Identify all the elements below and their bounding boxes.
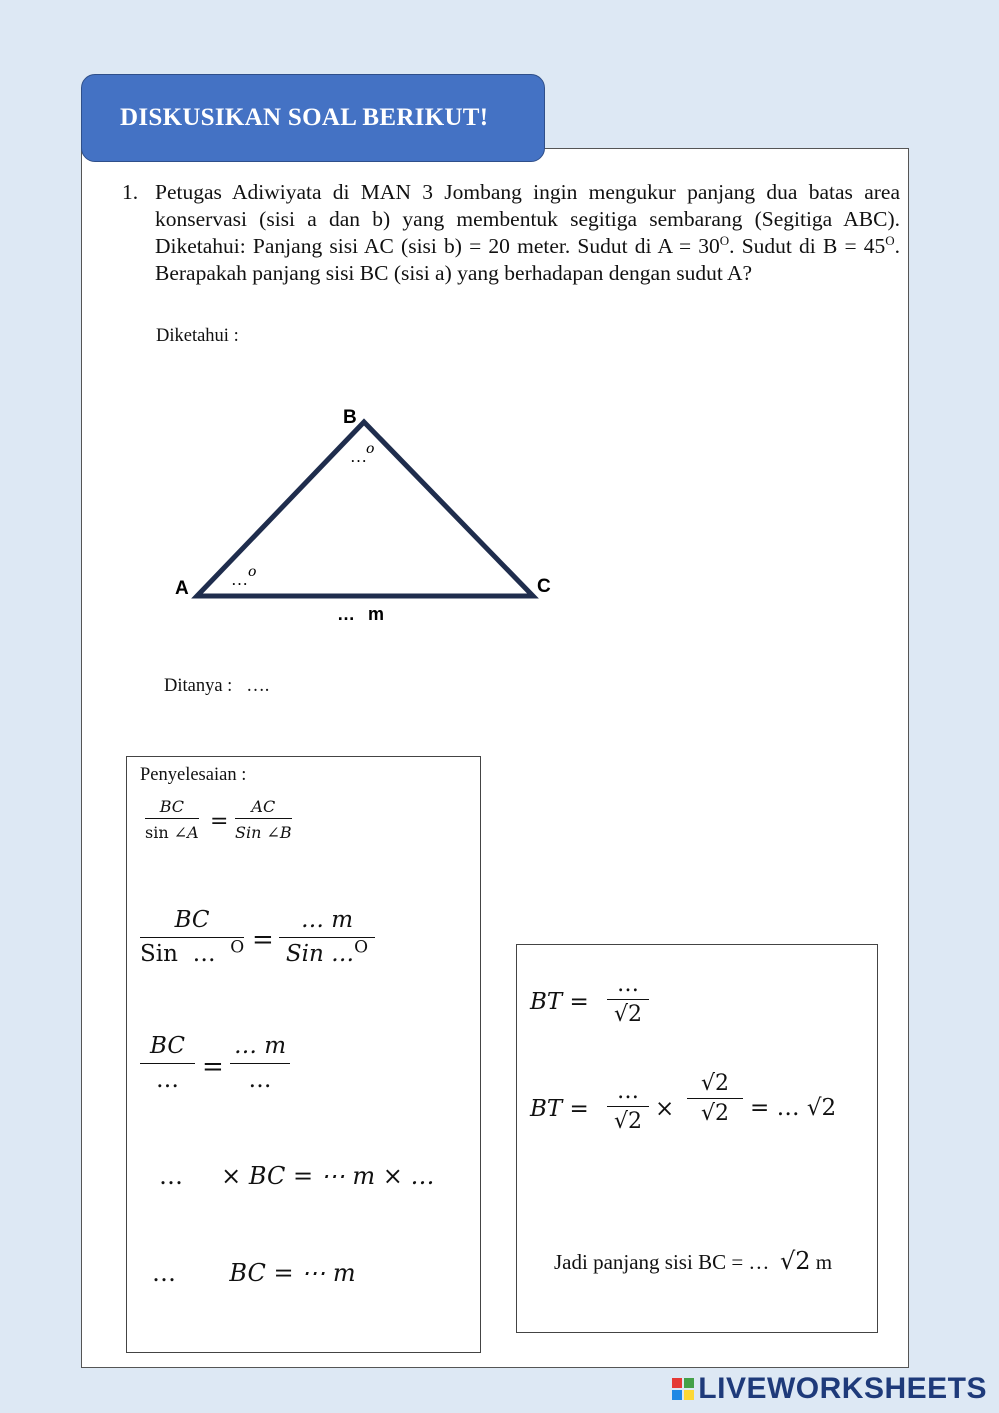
vertex-b-label: B: [343, 407, 357, 428]
solution-box-right: [516, 944, 878, 1333]
vertex-c-label: C: [537, 576, 551, 597]
banner-title: DISKUSIKAN SOAL BERIKUT!: [120, 104, 489, 131]
eq3-right-num-blank[interactable]: … m: [233, 1033, 287, 1059]
angle-b-blank: …: [350, 447, 367, 466]
solution-box-left: [126, 756, 481, 1353]
eq4: … × BC = ⋯ m × …: [159, 1162, 435, 1190]
diketahui-label: Diketahui :: [156, 326, 239, 346]
conclusion: Jadi panjang sisi BC = … √2 m: [554, 1247, 833, 1275]
triangle-diagram: [0, 0, 999, 700]
question-number: 1.: [122, 180, 139, 204]
angle-a-blank: …: [231, 570, 248, 589]
logo-text: LIVEWORKSHEETS: [698, 1372, 987, 1405]
bt-line2-rhs[interactable]: = … √2: [750, 1095, 837, 1121]
bt-line2-times: ×: [655, 1096, 675, 1122]
eq2-equals: =: [252, 925, 274, 955]
liveworksheets-logo: [672, 1372, 987, 1406]
eq3-right-den-blank[interactable]: …: [248, 1067, 272, 1093]
eq1-equals: =: [210, 809, 229, 834]
eq3-left-fraction: BC …: [140, 1033, 195, 1093]
eq2-right-den-blank[interactable]: Sin …: [285, 941, 355, 967]
eq5-blank[interactable]: …: [152, 1259, 176, 1287]
bt-line1-fraction: … √2: [607, 972, 649, 1027]
eq3-left-den-blank[interactable]: …: [156, 1067, 179, 1093]
vertex-a-label: A: [175, 578, 189, 599]
eq4-blank[interactable]: …: [159, 1162, 183, 1190]
liveworksheets-logo-icon: [672, 1378, 694, 1400]
side-ac-blank: …: [337, 604, 355, 624]
side-ac-unit: m: [368, 604, 385, 624]
eq5: … BC = ⋯ m: [152, 1259, 356, 1287]
ditanya-answer-blank[interactable]: ….: [246, 676, 270, 696]
eq1-right-fraction: AC Sin ∠B: [235, 797, 292, 842]
eq2-left-angle-blank[interactable]: …: [192, 941, 216, 967]
bt-line2-num-blank[interactable]: …: [617, 1079, 639, 1104]
conclusion-text: Jadi panjang sisi BC = …: [554, 1250, 770, 1274]
eq1-left-fraction: BC sin ∠A: [145, 797, 199, 842]
bt-line2-lhs: BT =: [530, 1096, 589, 1122]
angle-b-degree: o: [366, 441, 375, 457]
question-text: Petugas Adiwiyata di MAN 3 Jombang ingin mengukur panjang dua batas area konservasi (sisi a dan b) yang membentuk segitiga sembarang (Segitiga ABC). Diketahui: Panjang sisi AC (sisi b) = 20 meter. Sudut di $A = 30^O$. Sudut di $B = 45^O$. Berapakah panjang sisi BC (sisi a) yang berhadapan dengan sudut A?: [155, 180, 901, 285]
bt-line2-fraction1: … √2: [607, 1079, 649, 1134]
bt-line1-num-blank[interactable]: …: [617, 972, 639, 997]
angle-a-degree: o: [248, 564, 257, 580]
eq2-right-num-blank[interactable]: … m: [300, 907, 354, 933]
bt-line2-fraction2: √2 √2: [687, 1071, 743, 1126]
eq2-right-fraction: … m Sin …$^O$: [279, 907, 375, 967]
solution-title: Penyelesaian :: [140, 765, 247, 785]
eq3-right-fraction: [230, 1033, 290, 1093]
eq3-equals: =: [202, 1052, 224, 1082]
ditanya-label: Ditanya : ….: [164, 676, 270, 696]
bt-line1-lhs: BT =: [530, 989, 589, 1015]
eq2-left-fraction: BC Sin … $^O$: [140, 907, 245, 967]
